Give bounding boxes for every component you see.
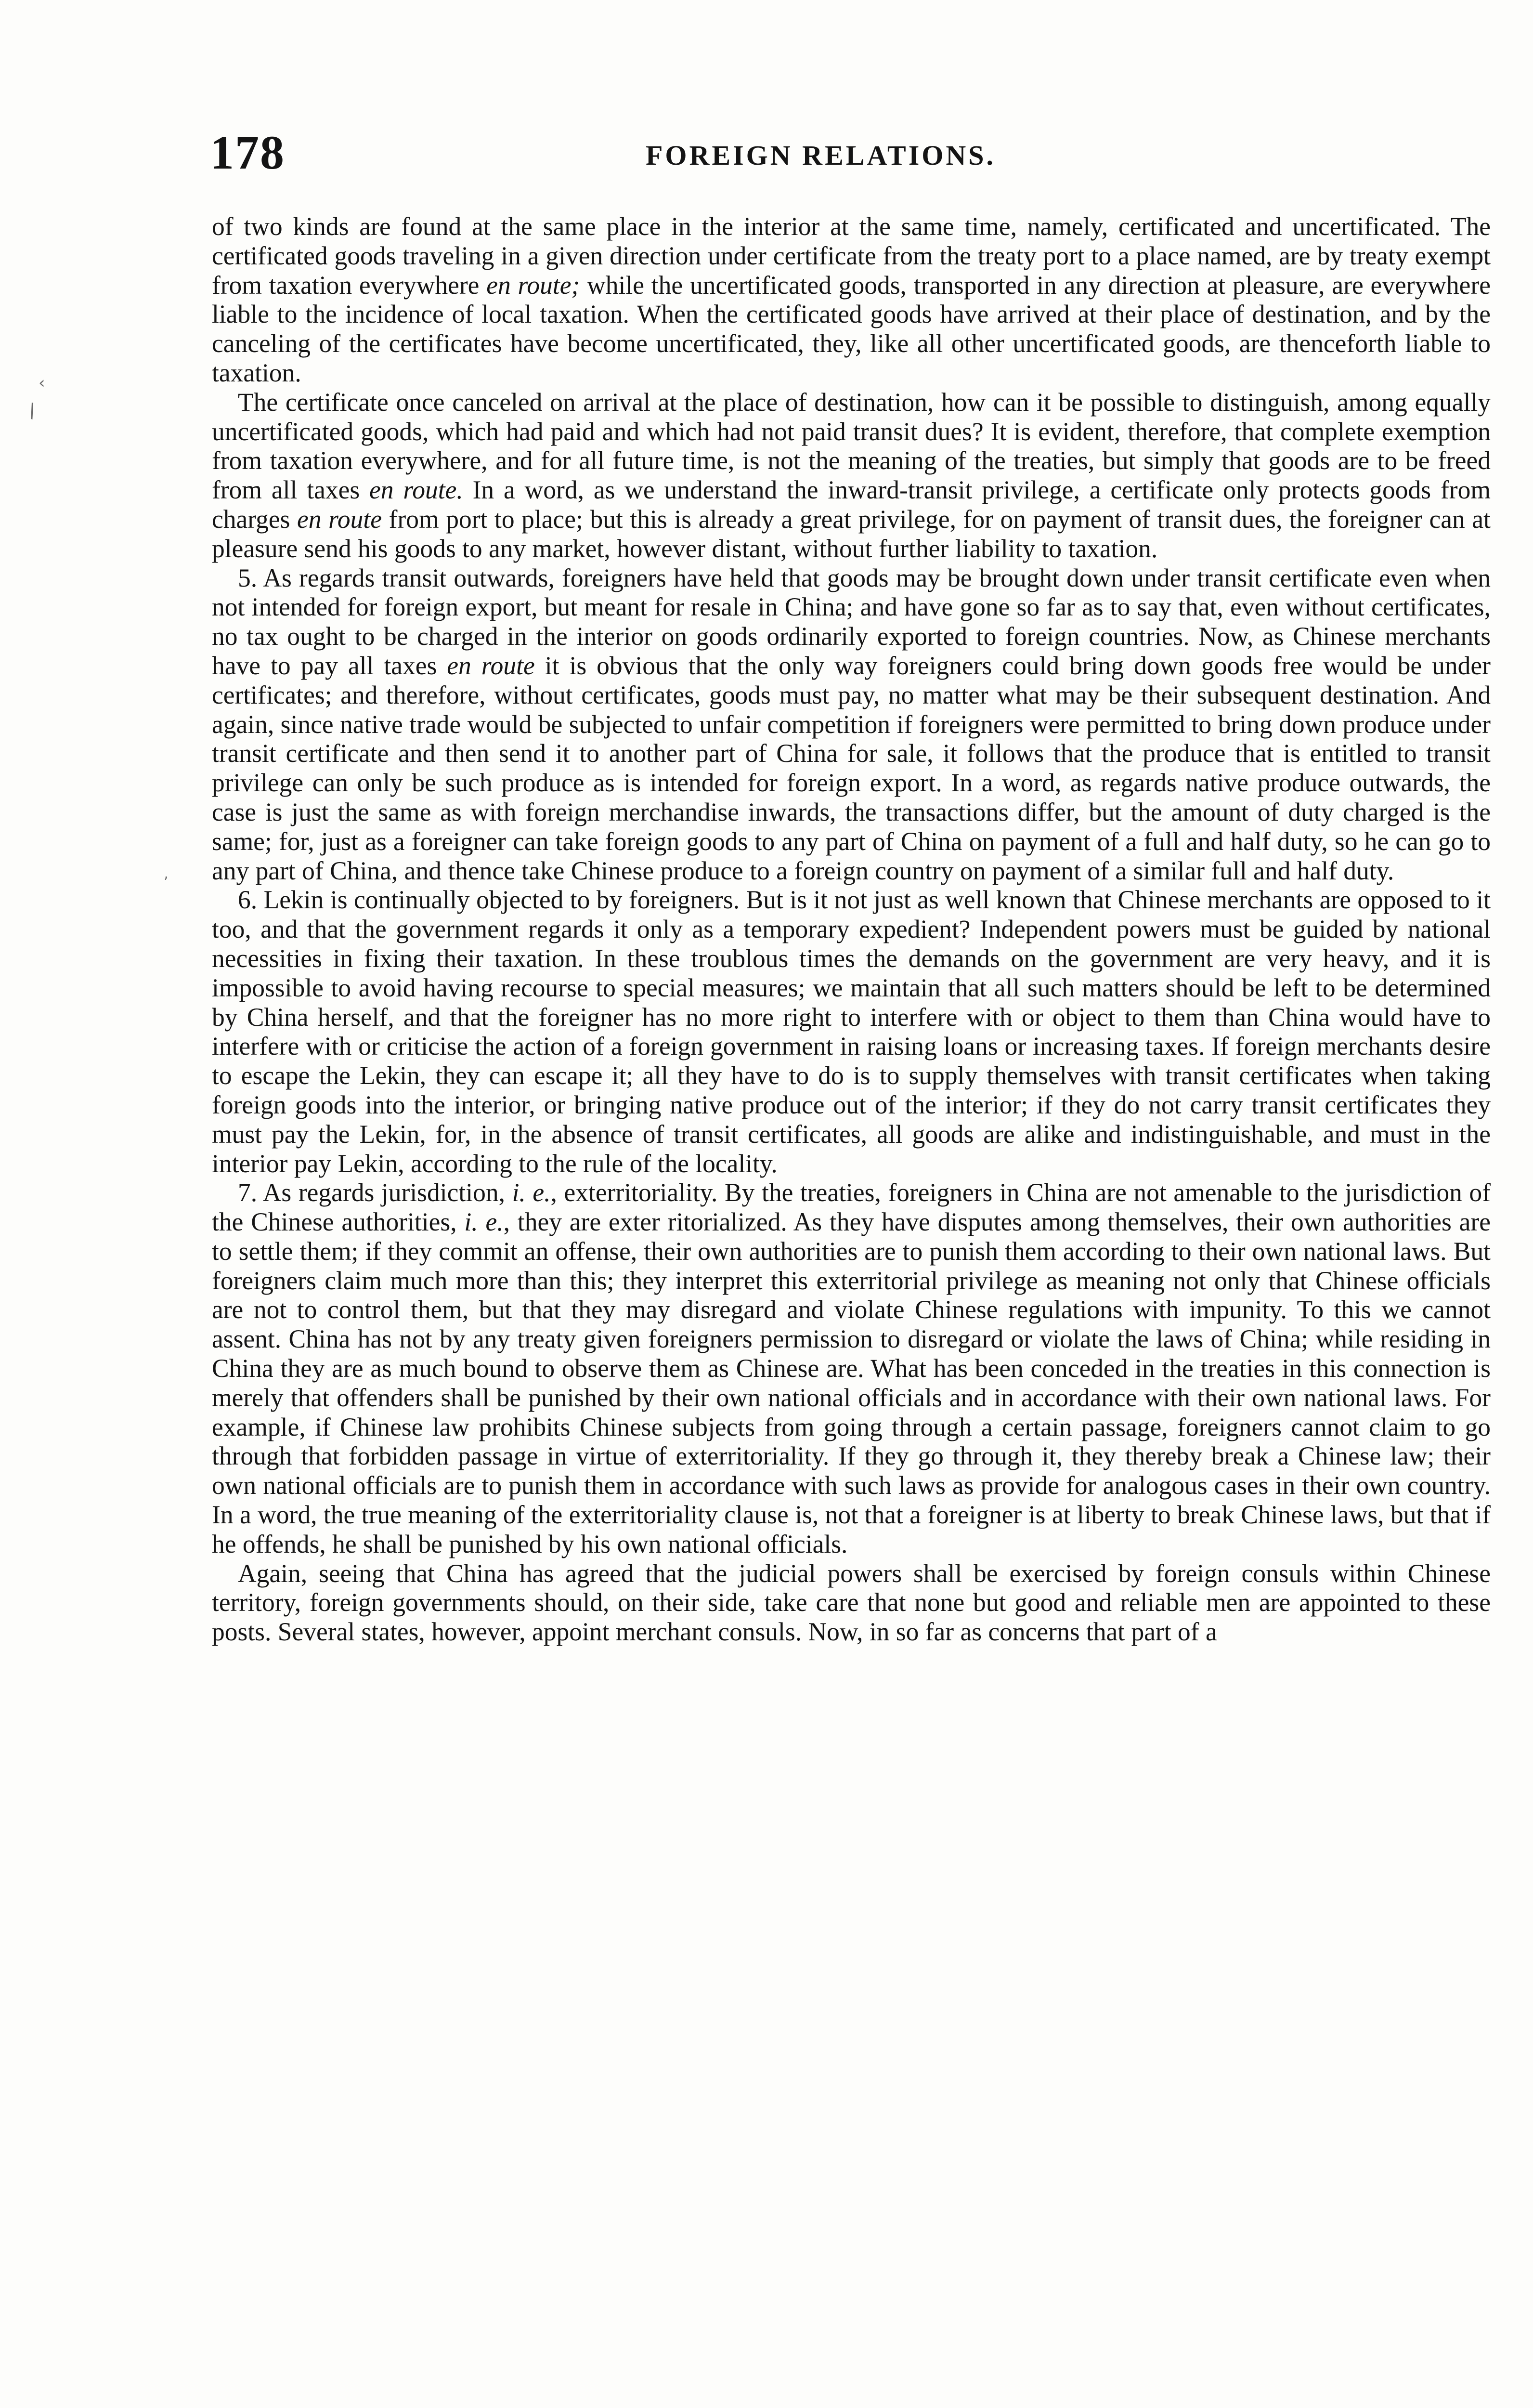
paragraph [212,1178,1491,1558]
text-run: of two kinds are found at the same place in the interior at the same time, namely, certificated and uncertificated. The certificated goods traveling in a given direction under certificate from the treaty port to a place named, are by treaty exempt from taxation everywhere [212,212,1491,300]
italic-phrase: en route. [369,475,463,505]
text-run: from port to place; but this is already a great privilege, for on payment of transit dues, the foreigner can at pleasure send his goods to any market, however distant, without further liability to taxation. [212,504,1491,563]
margin-mark: \ [25,399,39,422]
paragraph [212,212,1491,388]
italic-phrase: en route; [486,270,580,300]
body-text [212,212,1491,1647]
text-run: In a word, as we understand the inward-transit privilege, a certificate only protects goods from charges [212,475,1491,534]
text-run: 6. Lekin is continually objected to by foreigners. But is it not just as well known that Chinese merchants are opposed to it too, and that the government regards it only as a temporary expedient? Independent powers must be guided by national necessities in fixing their taxation. In these troublous times the demands on the government are very heavy, and it is impossible to avoid having recourse to special measures; we maintain that all such matters should be left to be determined by China herself, and that the foreigner has no more right to interfere with or object to them than China would have to interfere with or criticise the action of a foreign government in raising loans or increasing taxes. If foreign merchants desire to escape the Lekin, they can escape it; all they have to do is to supply themselves with transit certificates when taking foreign goods into the interior, or bringing native produce out of the interior; if they do not carry transit certificates they must pay the Lekin, for, in the absence of transit certificates, all goods are alike and indistinguishable, and must in the interior pay Lekin, according to the rule of the locality. [212,885,1491,1178]
paragraph [212,1559,1491,1647]
italic-phrase: i. e. [464,1207,504,1237]
text-run: it is obvious that the only way foreigners could bring down goods free would be under certificates; and therefore, without certificates, goods must pay, no matter what may be their subsequent destination. And again, since native trade would be subjected to unfair competition if foreigners were permitted to bring down produce under transit certificate and then send it to another part of China for sale, it follows that the produce that is entitled to transit privilege can only be such produce as is intended for foreign export. In a word, as regards native produce outwards, the case is just the same as with foreign merchandise inwards, the transactions differ, but the amount of duty charged is the same; for, just as a foreigner can take foreign goods to any part of China on payment of a full and half duty, so he can go to any part of China, and thence take Chinese produce to a foreign country on payment of a similar full and half duty. [212,651,1491,885]
text-run: The certificate once canceled on arrival at the place of destination, how can it be possible to distinguish, among equally uncertificated goods, which had paid and which had not paid transit dues? It is evident, therefore, that complete exemption from taxation everywhere, and for all future time, is not the meaning of the treaties, but simply that goods are to be freed from all taxes [212,387,1491,505]
text-run: , exterritoriality. By the treaties, foreigners in China are not amenable to the jurisdiction of the Chinese authorities, [212,1178,1491,1237]
italic-phrase: en route [447,651,535,680]
page-header [210,126,1491,179]
text-run: 5. As regards transit outwards, foreigners have held that goods may be brought down under transit certificate even when not intended for foreign export, but meant for resale in China; and have gone so far as to say that, even without certificates, no tax ought to be charged in the interior on goods ordinarily exported to foreign countries. Now, as Chinese merchants have to pay all taxes [212,563,1491,680]
margin-mark: ’ [164,874,169,891]
paragraph [212,563,1491,886]
page-number: 178 [210,126,285,179]
text-run: Again, seeing that China has agreed that the judicial powers shall be exercised by foreign consuls within Chinese territory, foreign governments should, on their side, take care that none but good and reliable men are appointed to these posts. Several states, however, appoint merchant consuls. Now, in so far as concerns that part of a [212,1558,1491,1647]
text-run: , they are exter ritorialized. As they have disputes among themselves, their own authorities are to settle them; if they commit an offense, their own authorities are to punish them according to their own national laws. But foreigners claim much more than this; they interpret this exterritorial privilege as meaning not only that Chinese officials are not to control them, but that they may disregard and violate Chinese regulations with impunity. To this we cannot assent. China has not by any treaty given foreigners permission to disregard or violate the laws of China; while residing in China they are as much bound to observe them as Chinese are. What has been conceded in the treaties in this connection is merely that offenders shall be punished by their own national officials and in accordance with their own national laws. For example, if Chinese law prohibits Chinese subjects from going through a certain passage, foreigners cannot claim to go through that forbidden passage in virtue of exterritoriality. If they go through it, they thereby break a Chinese law; their own national officials are to punish them in accordance with such laws as provide for analogous cases in their own country. In a word, the true meaning of the exterritoriality clause is, not that a foreigner is at liberty to break Chinese laws, but that if he offends, he shall be punished by his own national officials. [212,1207,1491,1558]
text-run: 7. As regards jurisdiction, [238,1178,512,1207]
italic-phrase: i. e. [512,1178,551,1207]
paragraph [212,885,1491,1178]
italic-phrase: en route [297,504,382,534]
paragraph [212,388,1491,563]
running-head: FOREIGN RELATIONS. [646,140,996,171]
text-run: while the uncertificated goods, transported in any direction at pleasure, are everywhere liable to the incidence of local taxation. When the certificated goods have arrived at their place of destination, and by the canceling of the certificates have become uncertificated, they, like all other uncertificated goods, are thenceforth liable to taxation. [212,270,1491,387]
margin-mark: ‹ [39,373,45,393]
